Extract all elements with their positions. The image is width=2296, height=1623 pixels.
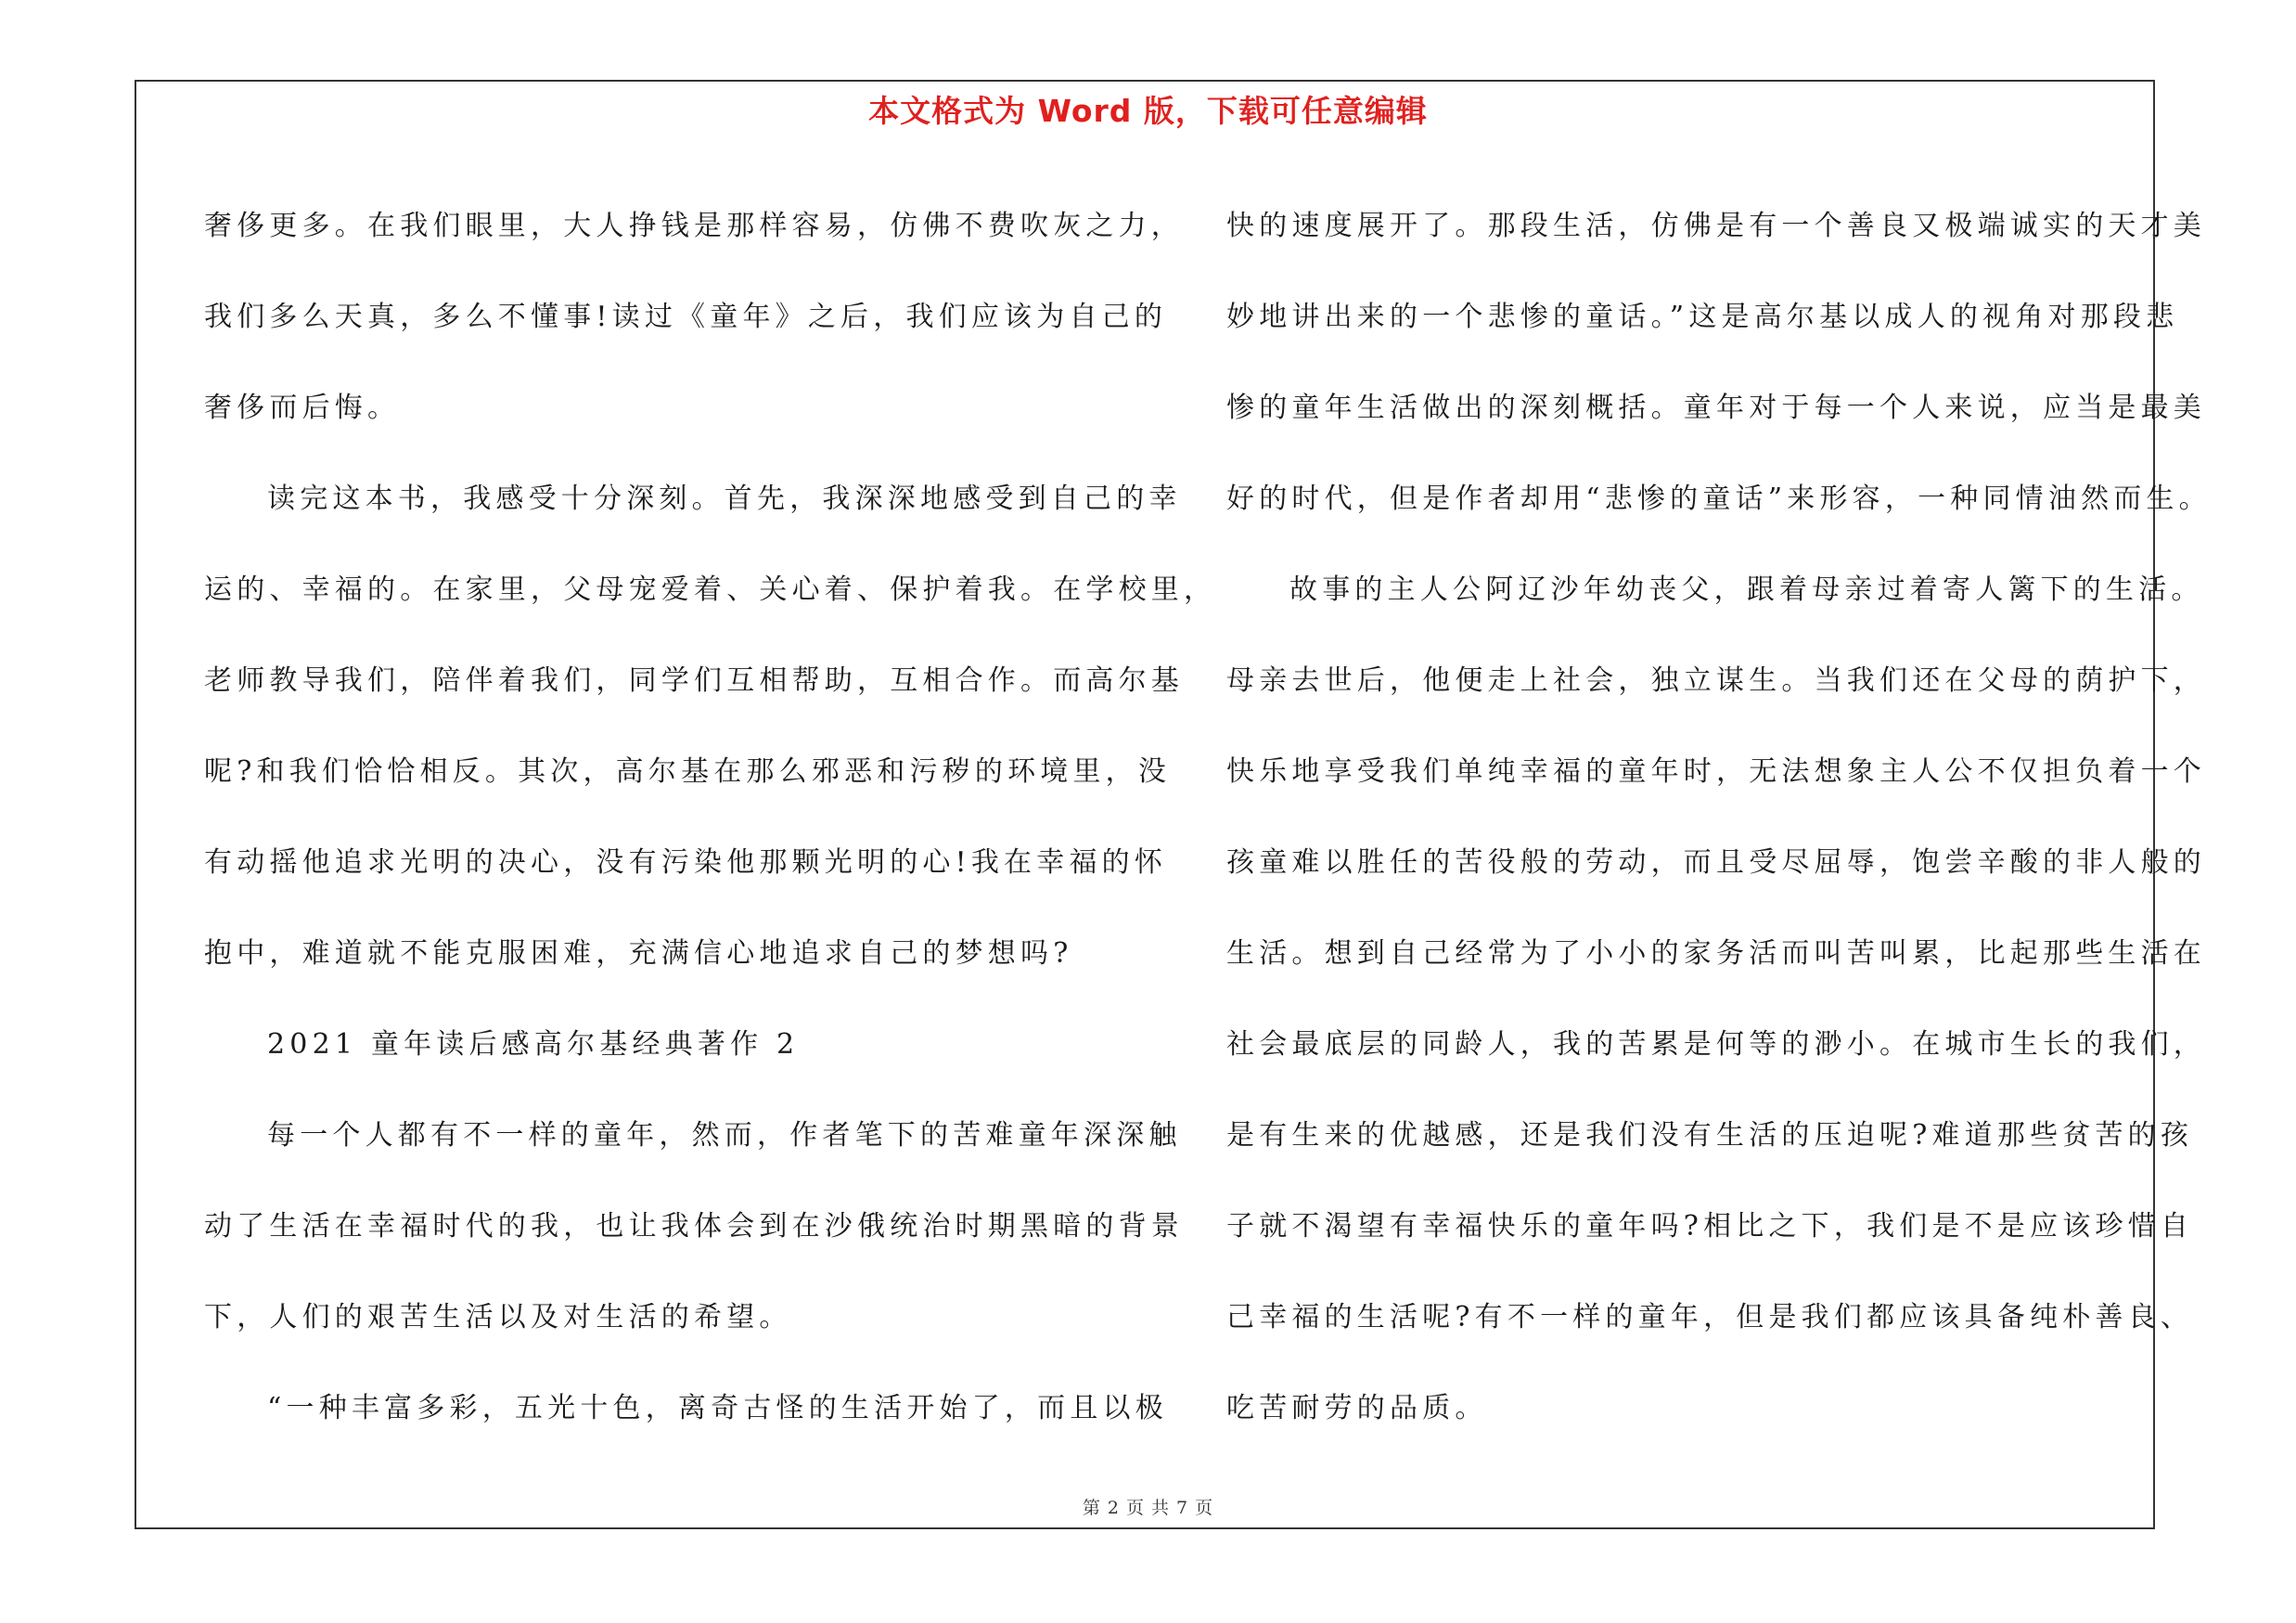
text-line: 己幸福的生活呢?有不一样的童年，但是我们都应该具备纯朴善良、 bbox=[1226, 1301, 2194, 1333]
text-line: 快乐地享受我们单纯幸福的童年时，无法想象主人公不仅担负着一个 bbox=[1226, 755, 2206, 788]
word-format-banner: 本文格式为 Word 版，下载可任意编辑 bbox=[868, 93, 1428, 129]
text-line: 是有生来的优越感，还是我们没有生活的压迫呢?难道那些贫苦的孩 bbox=[1226, 1119, 2194, 1152]
text-line: 奢侈而后悔。 bbox=[204, 392, 401, 424]
text-line: 子就不渴望有幸福快乐的童年吗?相比之下，我们是不是应该珍惜自 bbox=[1226, 1210, 2194, 1243]
left-text-column bbox=[204, 181, 1217, 1454]
text-line: 妙地讲出来的一个悲惨的童话。”这是高尔基以成人的视角对那段悲 bbox=[1226, 301, 2179, 333]
text-line: 故事的主人公阿辽沙年幼丧父，跟着母亲过着寄人篱下的生活。 bbox=[1289, 573, 2204, 606]
text-line: 呢?和我们恰恰相反。其次，高尔基在那么邪恶和污秽的环境里，没 bbox=[204, 755, 1172, 788]
page-number-footer: 第 2 页 共 7 页 bbox=[1082, 1498, 1214, 1518]
text-line: 好的时代，但是作者却用“悲惨的童话”来形容，一种同情油然而生。 bbox=[1226, 483, 2212, 515]
text-line: 抱中，难道就不能克服困难，充满信心地追求自己的梦想吗? bbox=[204, 937, 1073, 970]
text-line: 母亲去世后，他便走上社会，独立谋生。当我们还在父母的荫护下， bbox=[1226, 664, 2206, 697]
right-text-column bbox=[1226, 181, 2212, 1454]
text-line: 生活。想到自己经常为了小小的家务活而叫苦叫累，比起那些生活在 bbox=[1226, 937, 2206, 970]
text-line: “一种丰富多彩，五光十色，离奇古怪的生活开始了，而且以极 bbox=[267, 1392, 1168, 1424]
text-line: 老师教导我们，陪伴着我们，同学们互相帮助，互相合作。而高尔基 bbox=[204, 664, 1184, 697]
text-line: 奢侈更多。在我们眼里，大人挣钱是那样容易，仿佛不费吹灰之力， bbox=[204, 210, 1184, 242]
text-line: 每一个人都有不一样的童年，然而，作者笔下的苦难童年深深触 bbox=[267, 1119, 1182, 1152]
text-line: 孩童难以胜任的苦役般的劳动，而且受尽屈辱，饱尝辛酸的非人般的 bbox=[1226, 846, 2206, 879]
text-line: 有动摇他追求光明的决心，没有污染他那颗光明的心!我在幸福的怀 bbox=[204, 846, 1168, 879]
text-line: 社会最底层的同龄人，我的苦累是何等的渺小。在城市生长的我们， bbox=[1226, 1028, 2206, 1061]
text-line: 动了生活在幸福时代的我，也让我体会到在沙俄统治时期黑暗的背景 bbox=[204, 1210, 1184, 1243]
text-line: 吃苦耐劳的品质。 bbox=[1226, 1392, 1488, 1424]
text-line: 快的速度展开了。那段生活，仿佛是有一个善良又极端诚实的天才美 bbox=[1226, 210, 2206, 242]
text-line: 我们多么天真，多么不懂事!读过《童年》之后，我们应该为自己的 bbox=[204, 301, 1168, 333]
text-line: 惨的童年生活做出的深刻概括。童年对于每一个人来说，应当是最美 bbox=[1226, 392, 2206, 424]
text-line: 运的、幸福的。在家里，父母宠爱着、关心着、保护着我。在学校里， bbox=[204, 573, 1217, 606]
text-line: 读完这本书，我感受十分深刻。首先，我深深地感受到自己的幸 bbox=[267, 483, 1182, 515]
text-line: 下，人们的艰苦生活以及对生活的希望。 bbox=[204, 1301, 792, 1333]
section-heading: 2021 童年读后感高尔基经典著作 2 bbox=[267, 1028, 800, 1061]
